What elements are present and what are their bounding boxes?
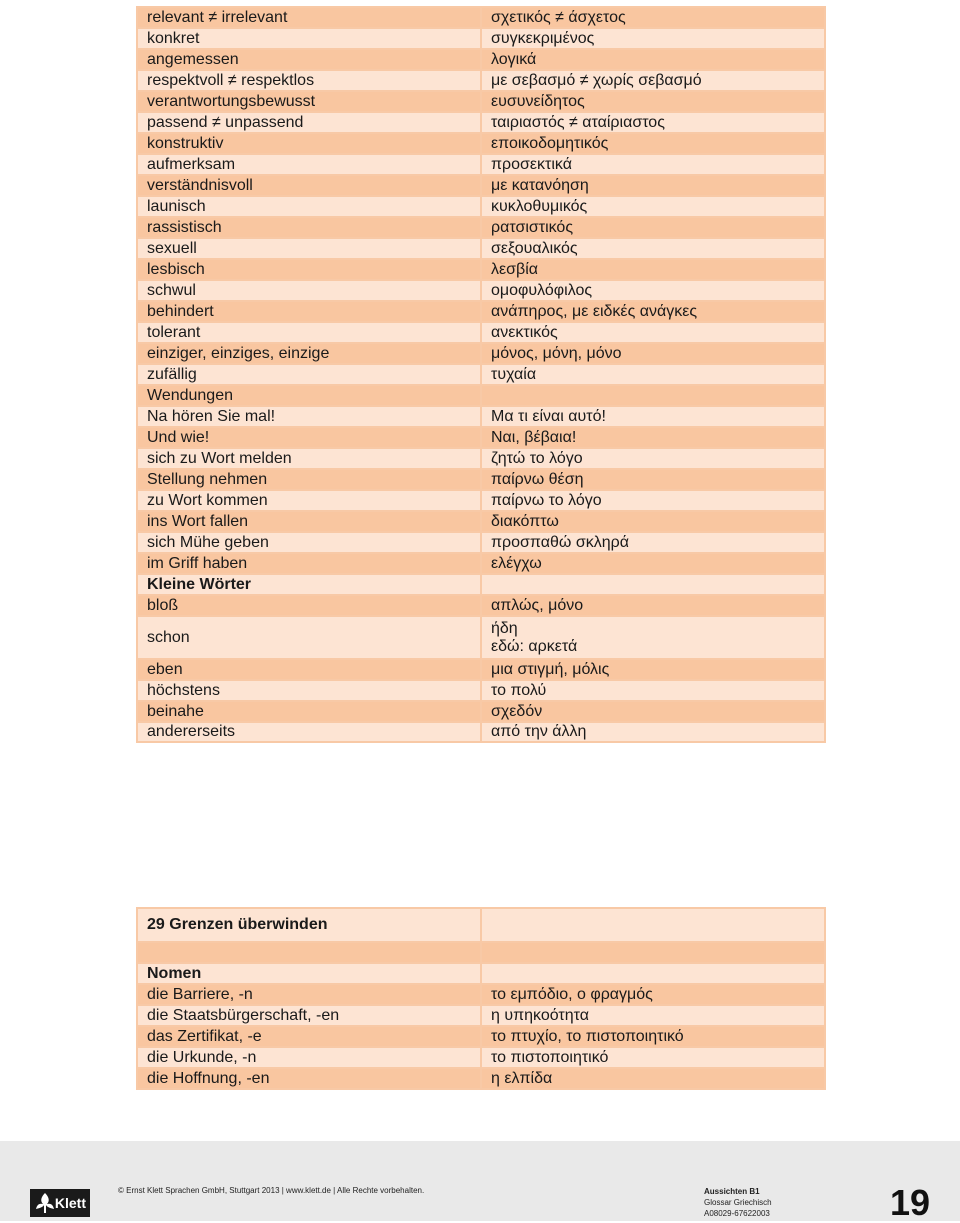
book-info	[704, 1186, 772, 1219]
table-row	[137, 280, 825, 301]
table-row	[137, 511, 825, 532]
german-term: respektvoll ≠ respektlos	[137, 70, 481, 91]
german-term: relevant ≠ irrelevant	[137, 7, 481, 28]
table-row	[137, 7, 825, 28]
german-term: das Zertifikat, -e	[137, 1026, 481, 1047]
copyright-text: © Ernst Klett Sprachen GmbH, Stuttgart 2013 | www.klett.de | Alle Rechte vorbehalten.	[118, 1186, 425, 1195]
table-row	[137, 112, 825, 133]
table-row	[137, 595, 825, 616]
greek-term: ρατσιστικός	[481, 217, 825, 238]
german-term: die Staatsbürgerschaft, -en	[137, 1005, 481, 1026]
german-term: Na hören Sie mal!	[137, 406, 481, 427]
spacer-row	[137, 942, 825, 963]
logo-text: Klett	[54, 1195, 86, 1211]
german-term: tolerant	[137, 322, 481, 343]
greek-term: Μα τι είναι αυτό!	[481, 406, 825, 427]
table-row	[137, 343, 825, 364]
table-row	[137, 984, 825, 1005]
greek-term: παίρνω το λόγο	[481, 490, 825, 511]
german-term: verantwortungsbewusst	[137, 91, 481, 112]
german-term: bloß	[137, 595, 481, 616]
table-row	[137, 553, 825, 574]
empty-cell	[481, 908, 825, 942]
german-term: launisch	[137, 196, 481, 217]
greek-term: με σεβασμό ≠ χωρίς σεβασμό	[481, 70, 825, 91]
book-subtitle: Glossar Griechisch	[704, 1198, 772, 1207]
table-row	[137, 448, 825, 469]
table-row	[137, 659, 825, 680]
table-row	[137, 196, 825, 217]
german-term: zu Wort kommen	[137, 490, 481, 511]
greek-term: προσπαθώ σκληρά	[481, 532, 825, 553]
greek-term: ανεκτικός	[481, 322, 825, 343]
table-row	[137, 175, 825, 196]
table-row	[137, 427, 825, 448]
german-term: sich Mühe geben	[137, 532, 481, 553]
greek-term: μια στιγμή, μόλις	[481, 659, 825, 680]
table-row	[137, 322, 825, 343]
german-term: sich zu Wort melden	[137, 448, 481, 469]
empty-cell	[481, 942, 825, 963]
greek-term	[481, 385, 825, 406]
section-table	[136, 907, 826, 1090]
table-row	[137, 406, 825, 427]
greek-term: μόνος, μόνη, μόνο	[481, 343, 825, 364]
table-row	[137, 133, 825, 154]
greek-term: παίρνω θέση	[481, 469, 825, 490]
greek-term: προσεκτικά	[481, 154, 825, 175]
greek-term: ταιριαστός ≠ αταίριαστος	[481, 112, 825, 133]
german-term: eben	[137, 659, 481, 680]
page-number: 19	[890, 1182, 931, 1223]
german-term: die Barriere, -n	[137, 984, 481, 1005]
greek-term: το πολύ	[481, 680, 825, 701]
table-row	[137, 70, 825, 91]
greek-term: ευσυνείδητος	[481, 91, 825, 112]
book-code: A08029-67622003	[704, 1209, 770, 1218]
greek-term: κυκλοθυμικός	[481, 196, 825, 217]
german-term: angemessen	[137, 49, 481, 70]
table-row	[137, 49, 825, 70]
german-term: Wendungen	[137, 385, 481, 406]
table-row	[137, 28, 825, 49]
table-row	[137, 301, 825, 322]
greek-term: διακόπτω	[481, 511, 825, 532]
book-title: Aussichten B1	[704, 1187, 760, 1196]
subheading: Kleine Wörter	[137, 574, 481, 595]
table-row	[137, 680, 825, 701]
greek-term: το πιστοποιητικό	[481, 1047, 825, 1068]
german-term: die Urkunde, -n	[137, 1047, 481, 1068]
greek-term: λεσβία	[481, 259, 825, 280]
greek-term: εποικοδομητικός	[481, 133, 825, 154]
greek-term-multi	[481, 616, 825, 659]
greek-term: σχεδόν	[481, 701, 825, 722]
table-row	[137, 469, 825, 490]
german-term: konstruktiv	[137, 133, 481, 154]
german-term: aufmerksam	[137, 154, 481, 175]
greek-term: με κατανόηση	[481, 175, 825, 196]
greek-term: ήδη	[491, 619, 518, 637]
german-term: andererseits	[137, 722, 481, 742]
german-term: rassistisch	[137, 217, 481, 238]
german-term: passend ≠ unpassend	[137, 112, 481, 133]
german-term: beinahe	[137, 701, 481, 722]
greek-term: ανάπηρος, με ειδκές ανάγκες	[481, 301, 825, 322]
subheading-row	[137, 963, 825, 984]
german-term: verständnisvoll	[137, 175, 481, 196]
greek-term: σχετικός ≠ άσχετος	[481, 7, 825, 28]
german-term: im Griff haben	[137, 553, 481, 574]
german-term: ins Wort fallen	[137, 511, 481, 532]
german-term: sexuell	[137, 238, 481, 259]
table-row	[137, 616, 825, 659]
german-term: lesbisch	[137, 259, 481, 280]
greek-term: από την άλλη	[481, 722, 825, 742]
german-term: behindert	[137, 301, 481, 322]
table-row	[137, 238, 825, 259]
table-row	[137, 259, 825, 280]
greek-term: σεξουαλικός	[481, 238, 825, 259]
greek-term: απλώς, μόνο	[481, 595, 825, 616]
section-title: 29 Grenzen überwinden	[137, 908, 481, 942]
greek-term: τυχαία	[481, 364, 825, 385]
greek-term: εδώ: αρκετά	[491, 637, 578, 655]
klett-leaf-icon	[34, 1192, 56, 1214]
greek-term: συγκεκριμένος	[481, 28, 825, 49]
table-row	[137, 217, 825, 238]
greek-term: ελέγχω	[481, 553, 825, 574]
section-title-row	[137, 908, 825, 942]
table-row	[137, 1005, 825, 1026]
german-term: zufällig	[137, 364, 481, 385]
german-term: schwul	[137, 280, 481, 301]
table-row	[137, 385, 825, 406]
table-row	[137, 722, 825, 742]
greek-term: ομοφυλόφιλος	[481, 280, 825, 301]
greek-term: ζητώ το λόγο	[481, 448, 825, 469]
table-row	[137, 1068, 825, 1089]
greek-term: λογικά	[481, 49, 825, 70]
table-row	[137, 91, 825, 112]
german-term: die Hoffnung, -en	[137, 1068, 481, 1089]
german-term: schon	[137, 616, 481, 659]
german-term: konkret	[137, 28, 481, 49]
subheading-row	[137, 574, 825, 595]
glossary-table	[136, 6, 826, 743]
greek-term: η ελπίδα	[481, 1068, 825, 1089]
klett-logo	[30, 1189, 90, 1217]
table-row	[137, 154, 825, 175]
greek-term: η υπηκοότητα	[481, 1005, 825, 1026]
table-row	[137, 364, 825, 385]
subheading: Nomen	[137, 963, 481, 984]
empty-cell	[481, 963, 825, 984]
greek-term: το εμπόδιο, ο φραγμός	[481, 984, 825, 1005]
greek-term	[481, 574, 825, 595]
greek-term: το πτυχίο, το πιστοποιητικό	[481, 1026, 825, 1047]
greek-term: Ναι, βέβαια!	[481, 427, 825, 448]
table-row	[137, 532, 825, 553]
table-row	[137, 1026, 825, 1047]
table-row	[137, 1047, 825, 1068]
table-row	[137, 490, 825, 511]
footer	[0, 1141, 960, 1221]
german-term: einziger, einziges, einzige	[137, 343, 481, 364]
table-row	[137, 701, 825, 722]
empty-cell	[137, 942, 481, 963]
german-term: Und wie!	[137, 427, 481, 448]
german-term: Stellung nehmen	[137, 469, 481, 490]
german-term: höchstens	[137, 680, 481, 701]
